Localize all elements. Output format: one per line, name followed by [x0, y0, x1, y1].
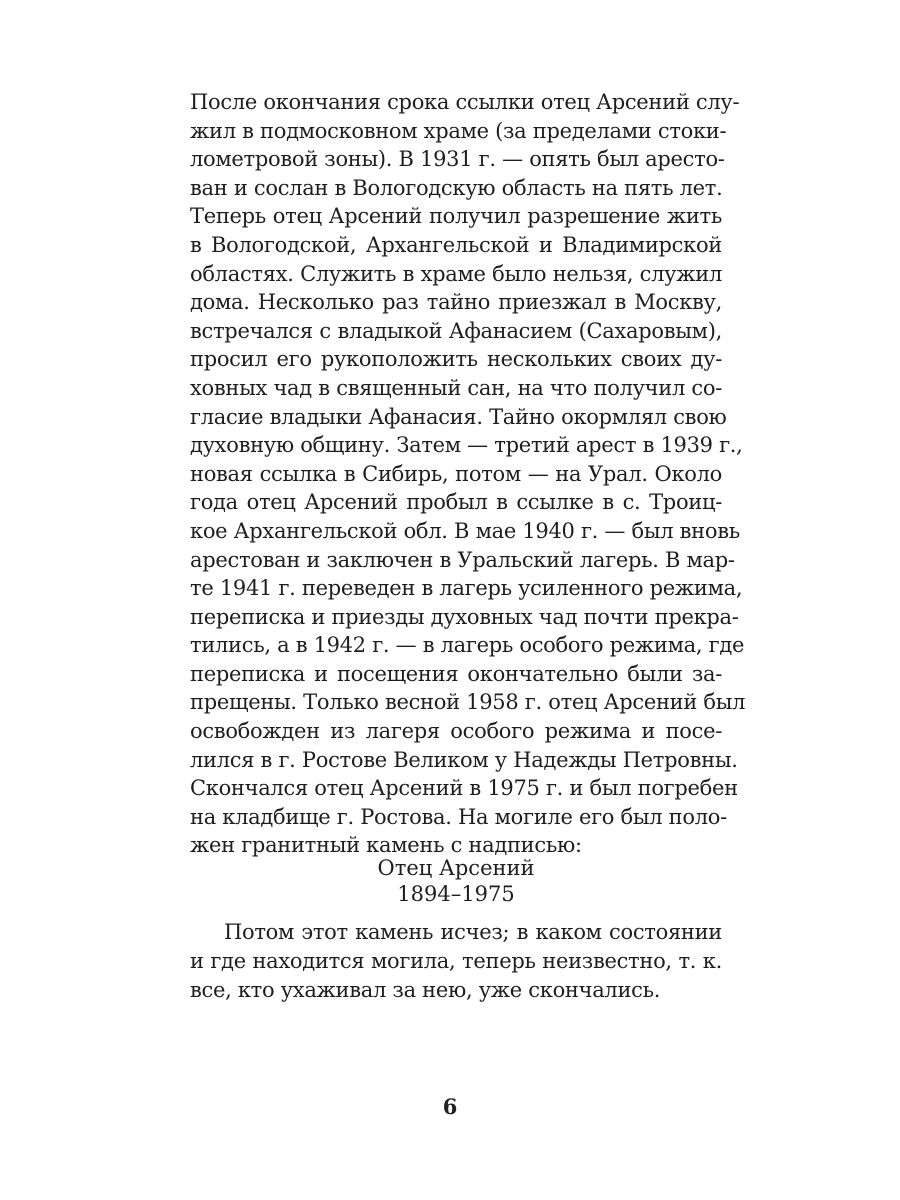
text-line: областях. Служить в храме было нельзя, служил	[190, 261, 722, 286]
text-line: встречался с владыкой Афанасием (Сахаровым),	[190, 318, 722, 343]
text-line: те 1941 г. переведен в лагерь усиленного режима,	[190, 576, 743, 601]
epitaph-inscription	[190, 855, 722, 907]
main-paragraph	[190, 88, 746, 860]
epitaph-years: 1894–1975	[397, 882, 515, 906]
text-line: тились, а в 1942 г. — в лагерь особого режима, где	[190, 633, 745, 658]
text-line: новая ссылка в Сибирь, потом — на Урал. Около	[190, 461, 722, 486]
text-line: ховных чад в священный сан, на что получил со-	[190, 375, 722, 400]
text-line: освобожден из лагеря особого режима и посе-	[190, 719, 722, 744]
text-line: переписка и приезды духовных чад почти прекра-	[190, 604, 739, 629]
text-line: духовную общину. Затем — третий арест в 1939 г.,	[190, 433, 743, 458]
text-line: гласие владыки Афанасия. Тайно окормлял свою	[190, 404, 727, 429]
text-line: жен гранитный камень с надписью:	[190, 833, 582, 858]
text-line: все, кто ухаживал за нею, уже скончались.	[190, 978, 661, 1002]
page-number: 6	[442, 1094, 458, 1119]
text-line: просил его рукоположить нескольких своих ду-	[190, 347, 722, 372]
text-line: После окончания срока ссылки отец Арсений слу-	[190, 90, 740, 114]
text-line: прещены. Только весной 1958 г. отец Арсений был	[190, 690, 746, 715]
text-line: в Вологодской, Архангельской и Владимирской	[190, 232, 722, 257]
epitaph-name: Отец Арсений	[377, 856, 535, 880]
text-line: кое Архангельской обл. В мае 1940 г. — был вновь	[190, 518, 740, 543]
text-line: года отец Арсений пробыл в ссылке в с. Троиц-	[190, 490, 722, 515]
text-line: Потом этот камень исчез; в каком состоянии	[224, 920, 722, 944]
text-line: арестован и заключен в Уральский лагерь. В мар-	[190, 547, 735, 572]
text-line: Скончался отец Арсений в 1975 г. и был погребен	[190, 776, 738, 801]
text-line: Теперь отец Арсений получил разрешение жить	[190, 204, 722, 229]
text-line: лился в г. Ростове Великом у Надежды Петровны.	[190, 747, 738, 772]
text-line: жил в подмосковном храме (за пределами стоки-	[190, 118, 727, 143]
text-line: дома. Несколько раз тайно приезжал в Москву,	[190, 290, 722, 315]
text-line: переписка и посещения окончательно были за-	[190, 661, 722, 686]
text-line: на кладбище г. Ростова. На могиле его был поло-	[190, 804, 727, 829]
closing-paragraph	[190, 918, 722, 1005]
text-line: лометровой зоны). В 1931 г. — опять был аресто-	[190, 147, 725, 172]
text-line: ван и сослан в Вологодскую область на пять лет.	[190, 175, 723, 200]
text-line: и где находится могила, теперь неизвестно, т. к.	[190, 949, 722, 973]
